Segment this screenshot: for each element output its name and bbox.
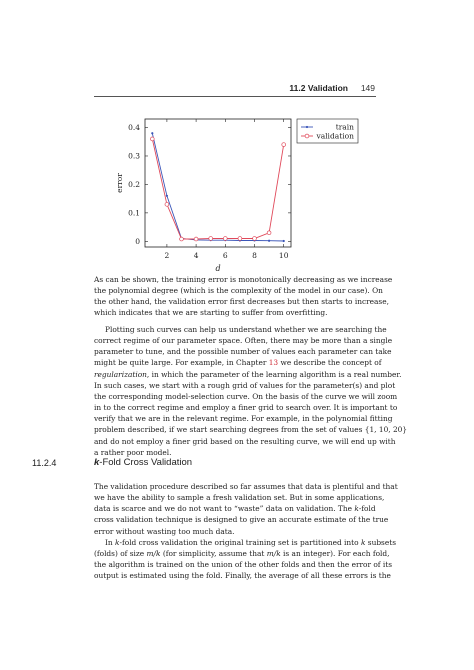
text-line: error without wasting too much data. (94, 526, 235, 536)
legend-label-train: train (335, 122, 354, 132)
data-point-train (166, 195, 168, 197)
text-line (94, 503, 376, 514)
data-point-validation (253, 237, 257, 241)
text-line (94, 548, 390, 559)
paragraph-validation-procedure (94, 481, 398, 537)
math-variable: k (360, 538, 366, 547)
data-point-validation (238, 237, 242, 241)
math-variable: k (115, 538, 120, 547)
text-span: might be quite large. For example, in Chapter (94, 358, 269, 368)
text-span: (for simplicity, assume that (160, 549, 267, 559)
error-vs-degree-chart (0, 0, 474, 290)
text-line: problem described, if we start searching degrees from the set of values {1, 10, 20} (94, 425, 408, 435)
text-line: The validation procedure described so far assumes that data is plentiful and that (94, 482, 398, 491)
data-point-validation (223, 237, 227, 241)
legend-marker-validation (305, 134, 309, 138)
data-point-validation (282, 143, 286, 147)
text-line: which indicates that we are starting to suffer from overfitting. (94, 308, 328, 318)
y-tick-label: 0.1 (128, 208, 140, 218)
text-line: Plotting such curves can help us understand whether we are searching the (105, 325, 387, 334)
text-line: the algorithm is trained on the union of the other folds and then the error of its (94, 560, 393, 570)
text-line: correct regime of our parameter space. Often, there may be more than a single (94, 336, 393, 346)
text-line: the other hand, the validation error first decreases but then starts to increase, (94, 297, 389, 307)
data-point-train (151, 132, 153, 134)
plot-frame (145, 119, 291, 247)
y-tick-label: 0.3 (128, 151, 140, 161)
data-point-validation (209, 237, 213, 241)
text-span: we describe the concept of (278, 358, 382, 368)
data-point-validation (180, 237, 184, 241)
legend-marker-train (306, 126, 308, 128)
data-point-validation (194, 237, 198, 241)
x-tick-label: 4 (193, 251, 199, 260)
text-line: the corresponding model-selection curve. On the basis of the curve we will zoom (94, 391, 398, 401)
x-tick-label: 10 (278, 251, 289, 260)
y-axis-label: error (115, 173, 124, 193)
y-tick-label: 0.2 (128, 180, 140, 190)
text-line: verify that we are in the relevant regime. For example, in the polynomial fitting (94, 414, 393, 424)
math-expression: m/k (146, 549, 161, 559)
section-title-text: -Fold Cross Validation (99, 457, 193, 468)
page-number: 149 (360, 83, 375, 93)
paragraph-training-error (94, 274, 393, 319)
legend-label-validation: validation (316, 131, 354, 141)
series-line-validation (152, 139, 283, 239)
x-tick-label: 2 (164, 251, 170, 260)
series-line-train (152, 133, 283, 241)
data-point-train (283, 240, 285, 242)
text-line (94, 537, 396, 548)
data-point-train (268, 240, 270, 242)
text-line (94, 357, 382, 368)
y-tick-label: 0 (135, 236, 140, 246)
section-title (94, 457, 192, 468)
y-tick-label: 0.4 (128, 123, 140, 133)
text-span: In (105, 538, 116, 547)
text-span: , in which the parameter of the learning algorithm is a real number. (146, 369, 402, 379)
text-line: and do not employ a finer grid based on the resulting curve, we will end up with (94, 436, 396, 446)
text-line: in to the correct regime and employ a finer grid to search over. It is important to (94, 403, 398, 413)
math-expression: m/k (266, 549, 281, 559)
text-line: a rather poor model. (94, 447, 172, 457)
text-line: we have the ability to sample a fresh validation set. But in some applications, (94, 493, 385, 503)
text-span: -fold (358, 504, 376, 514)
chapter-link[interactable]: 13 (268, 358, 279, 368)
running-header-section: 11.2 Validation (289, 83, 348, 93)
section-number: 11.2.4 (32, 458, 57, 468)
paragraph-plotting-curves (94, 324, 408, 458)
text-line: In such cases, we start with a rough grid of values for the parameter(s) and plot (94, 380, 396, 390)
text-span: data is scarce and we do not want to “waste” data on validation. The (94, 504, 355, 514)
text-line: output is estimated using the fold. Finally, the average of all these errors is the (94, 571, 391, 581)
x-axis-label: d (215, 264, 221, 273)
text-line: the polynomial degree (which is the complexity of the model in our case). On (94, 286, 383, 296)
paragraph-kfold-partition (94, 537, 396, 582)
text-line: As can be shown, the training error is monotonically decreasing as we increase (94, 275, 393, 284)
text-span: -fold cross validation the original training set is partitioned into (119, 538, 361, 547)
emphasis-term: regularization (94, 369, 147, 379)
text-span: subsets (365, 538, 396, 547)
x-tick-label: 6 (222, 251, 228, 260)
data-point-validation (267, 231, 271, 235)
math-variable: k (354, 504, 359, 514)
text-line (94, 369, 402, 380)
data-point-validation (150, 137, 154, 141)
x-tick-label: 8 (252, 251, 257, 260)
text-line: cross validation technique is designed to give an accurate estimate of the true (94, 515, 389, 525)
data-point-validation (165, 202, 169, 206)
text-line: parameter to tune, and the possible number of values each parameter can take (94, 347, 392, 357)
text-span: (folds) of size (94, 549, 147, 559)
text-span: is an integer). For each fold, (280, 549, 390, 559)
section-title-variable: k (94, 457, 100, 468)
